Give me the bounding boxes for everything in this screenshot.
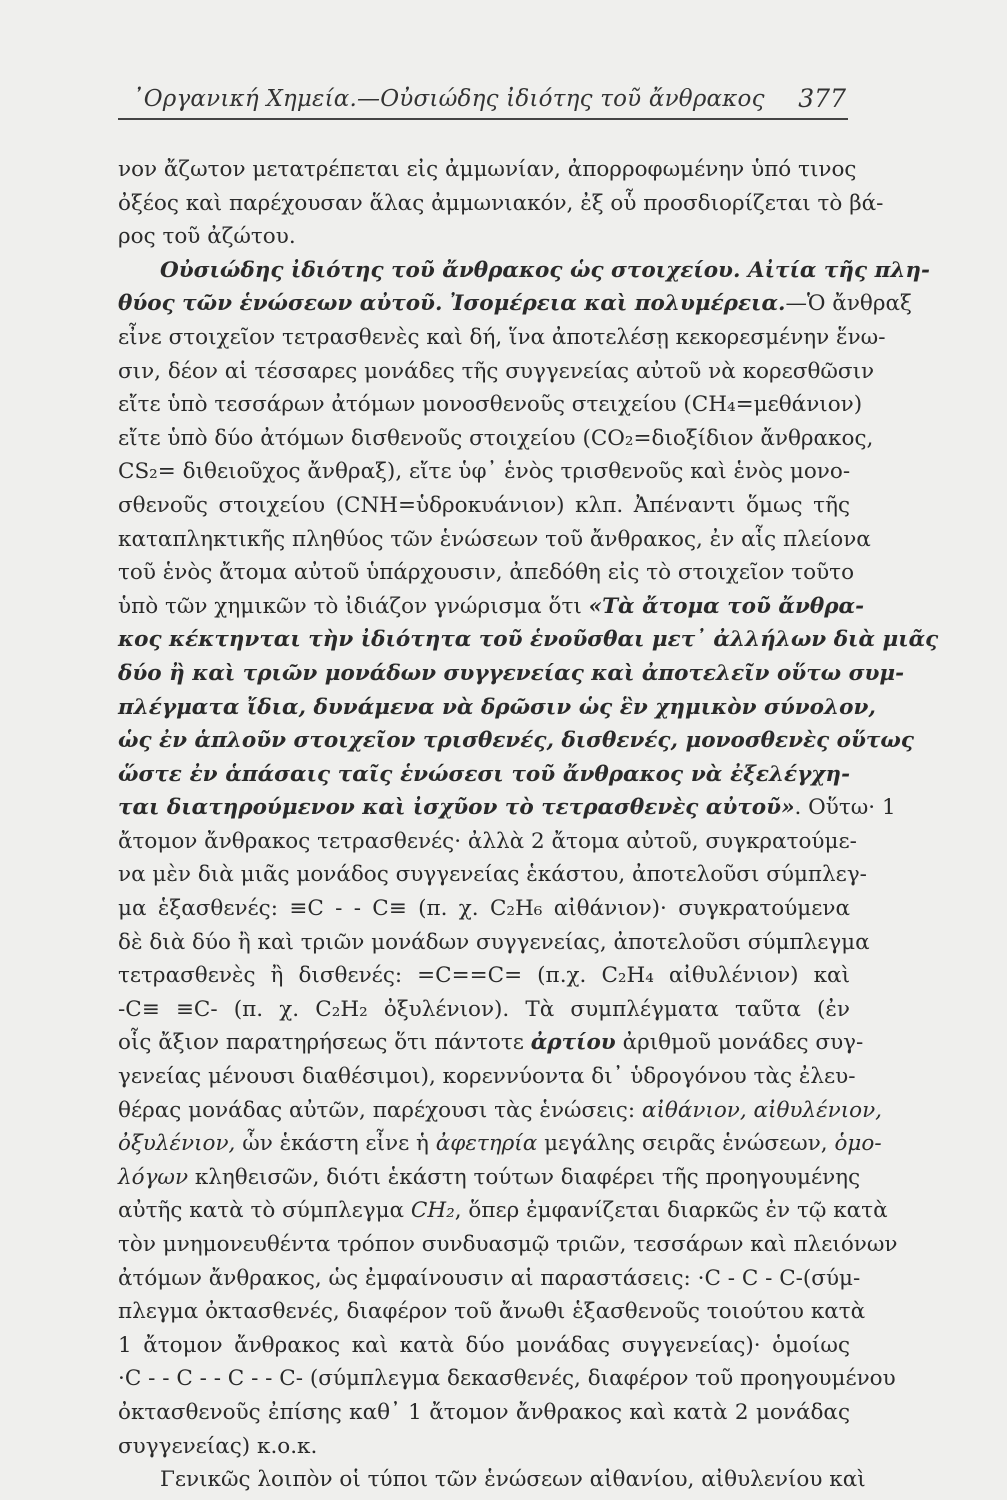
text-line <box>118 1262 861 1296</box>
text-line <box>118 422 874 456</box>
italic-text: ἀφετηρία <box>435 1131 538 1157</box>
text-line <box>118 287 912 321</box>
text-run: ὑπὸ τῶν χημικῶν τὸ ἰδιάζον γνώρισμα ὅτι <box>118 593 589 619</box>
text-line <box>118 254 930 288</box>
text-run: κληθεισῶν, διότι ἑκάστη τούτων διαφέρει τῆς προηγουμένης <box>188 1164 861 1190</box>
text-line <box>118 1396 850 1430</box>
emphasized-text: ὥστε ἐν ἁπάσαις ταῖς ἑνώσεσι τοῦ ἄνθρακος νὰ ἐξελέγχη- <box>118 761 850 787</box>
page-header <box>118 84 848 120</box>
emphasized-text: ἀρτίου <box>530 1030 616 1056</box>
text-line <box>118 1026 864 1060</box>
italic-text: CH₂ <box>410 1198 455 1224</box>
text-line <box>118 321 886 355</box>
emphasized-text: πλέγματα ἴδια, δυνάμενα νὰ δρῶσιν ὡς ἓν χημικὸν σύνολον, <box>118 694 876 720</box>
text-run: , ὅπερ ἐμφανίζεται διαρκῶς ἐν τῷ κατὰ <box>454 1198 888 1224</box>
text-line <box>118 523 871 557</box>
text-run: σιν, δέον αἱ τέσσαρες μονάδες τῆς συγγενείας αὐτοῦ νὰ κορεσθῶσιν <box>118 358 875 384</box>
text-line <box>118 858 867 892</box>
text-run: μα ἑξασθενές: ≡C - - C≡ (π. χ. C₂H₆ αἰθάνιον)· συγκρατούμενα <box>118 896 850 922</box>
text-line <box>118 1463 866 1497</box>
text-line <box>118 1194 888 1228</box>
text-run: —Ὁ ἄνθραξ <box>785 291 912 317</box>
text-run: εἴτε ὑπὸ τεσσάρων ἀτόμων μονοσθενοῦς στειχείου (CH₄=μεθάνιον) <box>118 392 863 418</box>
text-run: σθενοῦς στοιχείου (CNH=ὑδροκυάνιον) κλπ. Ἀπέναντι ὅμως τῆς <box>118 492 850 518</box>
text-run: Γενικῶς λοιπὸν οἱ τύποι τῶν ἑνώσεων αἰθανίου, αἰθυλενίου καὶ <box>160 1467 866 1493</box>
text-run: να μὲν διὰ μιᾶς μονάδος συγγενείας ἑκάστου, ἀποτελοῦσι σύμπλεγ- <box>118 862 867 888</box>
text-line <box>118 758 850 792</box>
emphasized-text: «Τὰ ἄτομα τοῦ ἄνθρα- <box>588 593 864 619</box>
text-line <box>118 1430 850 1464</box>
page-number: 377 <box>798 84 846 113</box>
text-run: . Οὕτω· 1 <box>794 795 896 821</box>
text-run: ἄτομον ἄνθρακος τετρασθενές· ἀλλὰ 2 ἄτομα αὐτοῦ, συγκρατούμε- <box>118 828 857 854</box>
text-run: καταπληκτικῆς πληθύος τῶν ἑνώσεων τοῦ ἄνθρακος, ἐν αἷς πλείονα <box>118 526 871 552</box>
text-line <box>118 388 863 422</box>
emphasized-text: ται διατηρούμενον καὶ ἰσχῦον τὸ τετρασθενὲς αὐτοῦ» <box>118 795 795 821</box>
text-run: ὀξέος καὶ παρέχουσαν ἅλας ἀμμωνιακόν, ἐξ οὗ προσδιορίζεται τὸ βά- <box>118 190 884 216</box>
running-head: ᾿Οργανική Χημεία.—Οὐσιώδης ἰδιότης τοῦ ἄνθρακος <box>132 86 765 112</box>
text-run: γενείας μένουσι διαθέσιμοι), κορεννύοντα δι᾽ ὑδρογόνου τὰς ἐλευ- <box>118 1064 856 1090</box>
text-run: ὧν ἑκάστη εἶνε ἡ <box>235 1131 436 1157</box>
text-line <box>118 623 939 657</box>
text-run: ἀτόμων ἄνθρακος, ὡς ἐμφαίνουσιν αἱ παραστάσεις: ·C - C - C-(σύμ- <box>118 1265 861 1291</box>
text-run: νον ἄζωτον μετατρέπεται εἰς ἀμμωνίαν, ἀπορροφωμένην ὑπό τινος <box>118 157 857 182</box>
text-run: μεγάλης σειρᾶς ἑνώσεων, <box>537 1131 835 1157</box>
body-text <box>118 153 939 1497</box>
text-line <box>118 1295 866 1329</box>
emphasized-text: δύο ἢ καὶ τριῶν μονάδων συγγενείας καὶ ἀποτελεῖν οὕτω συμ- <box>118 660 905 686</box>
text-line <box>118 959 850 993</box>
text-line <box>118 556 855 590</box>
text-run: συγγενείας) κ.ο.κ. <box>118 1433 318 1459</box>
text-line <box>118 1362 896 1396</box>
text-line <box>118 926 870 960</box>
text-run: τοῦ ἑνὸς ἄτομα αὐτοῦ ὑπάρχουσιν, ἀπεδόθη εἰς τὸ στοιχεῖον τοῦτο <box>118 560 855 586</box>
emphasized-text: Οὐσιώδης ἰδιότης τοῦ ἄνθρακος ὡς στοιχείου. Αἰτία τῆς πλη- <box>160 257 930 283</box>
text-run: CS₂= διθειοῦχος ἄνθραξ), εἴτε ὑφ᾽ ἑνὸς τρισθενοῦς καὶ ἑνὸς μονο- <box>118 459 851 485</box>
italic-text: λόγων <box>118 1164 189 1190</box>
text-line <box>118 220 850 254</box>
text-line <box>118 691 876 725</box>
text-run: ·C - - C - - C - - C- (σύμπλεγμα δεκασθενές, διαφέρον τοῦ προηγουμένου <box>118 1366 896 1392</box>
text-run: -C≡ ≡C- (π. χ. C₂H₂ ὀξυλένιον). Τὰ συμπλέγματα ταῦτα (ἐν <box>118 996 850 1022</box>
text-run: αὐτῆς κατὰ τὸ σύμπλεγμα <box>118 1198 411 1224</box>
text-line <box>118 1127 882 1161</box>
text-line <box>118 1060 856 1094</box>
text-line <box>118 187 884 221</box>
text-line <box>118 1161 861 1195</box>
italic-text: ὀξυλένιον, <box>118 1131 236 1157</box>
text-run: τὸν μνημονευθέντα τρόπον συνδυασμῷ τριῶν, τεσσάρων καὶ πλειόνων <box>118 1232 898 1257</box>
text-run: οἷς ἄξιον παρατηρήσεως ὅτι πάντοτε <box>118 1030 531 1056</box>
text-run: δὲ διὰ δύο ἢ καὶ τριῶν μονάδων συγγενείας, ἀποτελοῦσι σύμπλεγμα <box>118 929 870 955</box>
text-line <box>118 1228 898 1262</box>
text-run: ἀριθμοῦ μονάδες συγ- <box>615 1030 864 1056</box>
text-run: ὀκτασθενοῦς ἐπίσης καθ᾽ 1 ἄτομον ἄνθρακος καὶ κατὰ 2 μονάδας <box>118 1399 850 1425</box>
text-run: θέρας μονάδας αὐτῶν, παρέχουσι τὰς ἑνώσεις: <box>118 1097 642 1123</box>
text-line <box>118 489 850 523</box>
italic-text: ὁμο- <box>834 1131 882 1157</box>
text-line <box>118 1329 850 1363</box>
emphasized-text: κος κέκτηνται τὴν ἰδιότητα τοῦ ἑνοῦσθαι μετ᾽ ἀλλήλων διὰ μιᾶς <box>118 627 939 653</box>
emphasized-text: θύος τῶν ἑνώσεων αὐτοῦ. Ἰσομέρεια καὶ πολυμέρεια. <box>118 291 786 317</box>
text-line <box>118 455 850 489</box>
text-line <box>118 892 850 926</box>
text-run: εἴτε ὑπὸ δύο ἀτόμων δισθενοῦς στοιχείου (CO₂=διοξίδιον ἄνθρακος, <box>118 425 874 451</box>
text-line <box>118 825 857 859</box>
text-line <box>118 657 905 691</box>
text-run: 1 ἄτομον ἄνθρακος καὶ κατὰ δύο μονάδας συγγενείας)· ὁμοίως <box>118 1332 850 1358</box>
emphasized-text: ὡς ἐν ἁπλοῦν στοιχεῖον τρισθενές, δισθενές, μονοσθενὲς οὕτως <box>118 728 914 754</box>
text-line <box>118 993 850 1027</box>
text-run: εἶνε στοιχεῖον τετρασθενὲς καὶ δή, ἵνα ἀποτελέσῃ κεκορεσμένην ἕνω- <box>118 324 886 350</box>
text-line <box>118 590 864 624</box>
text-run: τετρασθενὲς ἢ δισθενές: =C==C= (π.χ. C₂H₄ αἰθυλένιον) καὶ <box>118 963 850 989</box>
text-line <box>118 724 914 758</box>
text-line <box>118 1094 882 1128</box>
text-run: πλεγμα ὀκτασθενές, διαφέρον τοῦ ἄνωθι ἑξασθενοῦς τοιούτου κατὰ <box>118 1299 866 1325</box>
text-line <box>118 791 896 825</box>
text-line <box>118 153 857 187</box>
text-run: ρος τοῦ ἀζώτου. <box>118 224 296 250</box>
text-line <box>118 355 875 389</box>
italic-text: αἰθάνιον, αἰθυλένιον, <box>641 1097 882 1123</box>
